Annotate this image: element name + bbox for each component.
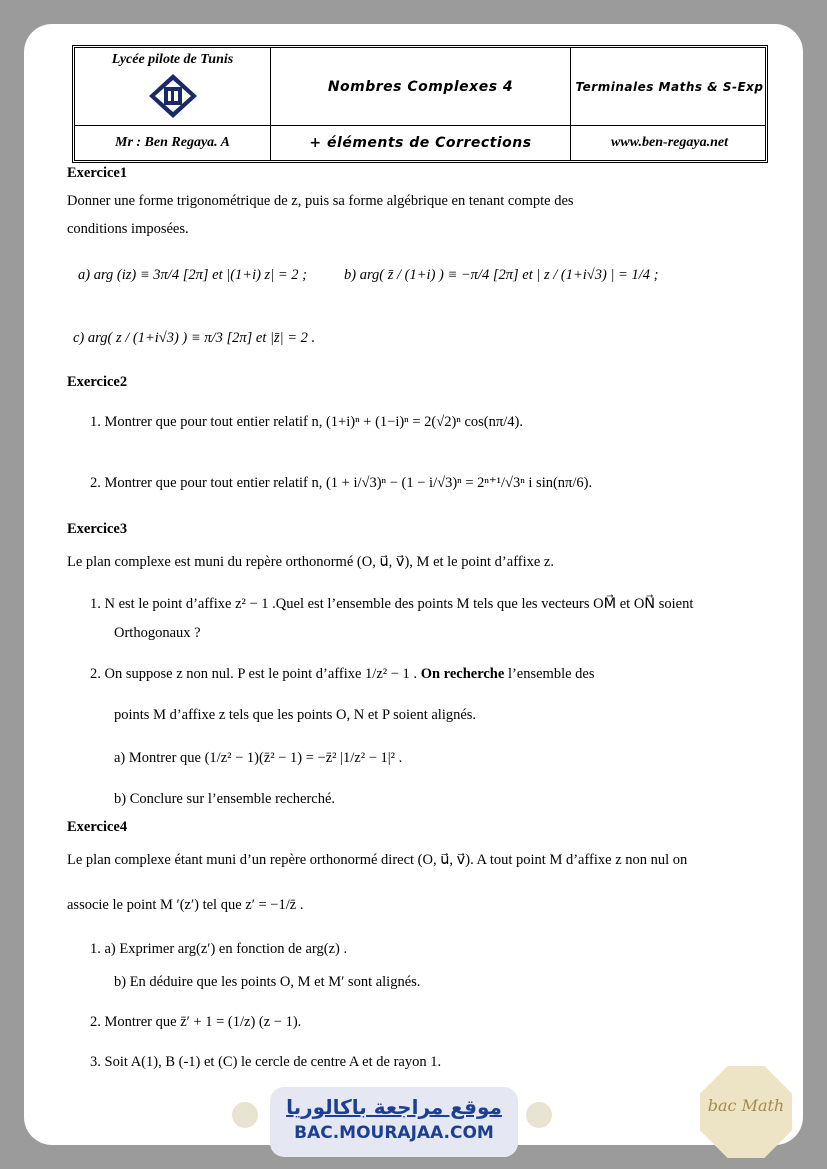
exercise-4-intro: associe le point M ′(z′) tel que z′ = −1/z̄ .	[67, 897, 304, 913]
document-title: Nombres Complexes 4	[327, 78, 514, 95]
document-subtitle: + éléments de Corrections	[309, 135, 532, 151]
exercise-3-intro: Le plan complexe est muni du repère orthonormé (O, u⃗, v⃗), M et le point d’affixe z.	[67, 554, 554, 570]
exercise-1-part-a: a) arg (iz) ≡ 3π/4 [2π] et |(1+i) z| = 2 ;	[78, 267, 307, 283]
teacher-name: Mr : Ben Regaya. A	[115, 135, 230, 150]
exercise-3-question-1-cont: Orthogonaux ?	[114, 625, 201, 641]
footer-arabic-text: موقع مراجعة باكالوريا	[286, 1095, 502, 1119]
exercise-2-question-1: 1. Montrer que pour tout entier relatif n, (1+i)ⁿ + (1−i)ⁿ = 2(√2)ⁿ cos(nπ/4).	[90, 414, 523, 430]
exercise-1-intro: Donner une forme trigonométrique de z, puis sa forme algébrique en tenant compte des	[67, 193, 574, 209]
website-link[interactable]: www.ben-regaya.net	[611, 135, 728, 150]
exercise-3-question-2-cont: points M d’affixe z tels que les points O, N et P soient alignés.	[114, 707, 477, 723]
exercise-2-title: Exercice2	[67, 374, 128, 390]
bacmath-logo	[700, 1066, 792, 1158]
exercise-4-intro: Le plan complexe étant muni d’un repère orthonormé direct (O, u⃗, v⃗). A tout point M d’affixe z non nul on	[67, 852, 688, 868]
school-name: Lycée pilote de Tunis	[111, 52, 234, 67]
exercise-3-question-1: 1. N est le point d’affixe z² − 1 .Quel est l’ensemble des points M tels que les vecteurs OM⃗ et ON⃗ soient	[90, 596, 694, 612]
exercise-3-question-2b: b) Conclure sur l’ensemble recherché.	[114, 791, 336, 807]
exercise-4-title: Exercice4	[67, 819, 128, 835]
header-table	[72, 45, 768, 163]
bacmath-logo-text: bac Math	[707, 1096, 785, 1115]
footer-badge-icon	[526, 1102, 552, 1128]
exercise-1-title: Exercice1	[67, 165, 128, 181]
class-level: Terminales Maths & S-Exp	[575, 79, 764, 94]
footer-banner[interactable]	[270, 1087, 518, 1157]
exercise-3-question-2-text: l’ensemble des	[504, 666, 595, 682]
exercise-3-question-2	[90, 667, 595, 682]
exercise-4-question-1b: b) En déduire que les points O, M et M′ sont alignés.	[114, 974, 421, 990]
exercise-1-part-c: c) arg( z / (1+i√3) ) ≡ π/3 [2π] et |z̄| = 2 .	[73, 330, 316, 346]
exercise-3-title: Exercice3	[67, 521, 128, 537]
exercise-4-question-1a: 1. a) Exprimer arg(z′) en fonction de arg(z) .	[90, 941, 348, 957]
footer-url[interactable]: BAC.MOURAJAA.COM	[294, 1123, 494, 1143]
exercise-1-intro: conditions imposées.	[67, 221, 189, 237]
footer-badge-icon	[232, 1102, 258, 1128]
exercise-1-part-b: b) arg( z̄ / (1+i) ) ≡ −π/4 [2π] et | z / (1+i√3) | = 1/4 ;	[344, 267, 659, 283]
exercise-4-question-2: 2. Montrer que z̄′ + 1 = (1/z) (z − 1).	[90, 1014, 302, 1030]
exercise-4-question-3: 3. Soit A(1), B (-1) et (C) le cercle de centre A et de rayon 1.	[90, 1054, 442, 1070]
exercise-2-question-2: 2. Montrer que pour tout entier relatif n, (1 + i/√3)ⁿ − (1 − i/√3)ⁿ = 2ⁿ⁺¹/√3ⁿ i sin(nπ/6).	[90, 475, 593, 491]
school-logo-icon	[148, 73, 198, 119]
exercise-3-question-2-text: 2. On suppose z non nul. P est le point d’affixe 1/z² − 1 .	[90, 666, 421, 682]
exercise-3-question-2-emphasis: On recherche	[420, 666, 505, 682]
exercise-3-question-2a: a) Montrer que (1/z² − 1)(z̄² − 1) = −z̄² |1/z² − 1|² .	[114, 750, 403, 766]
